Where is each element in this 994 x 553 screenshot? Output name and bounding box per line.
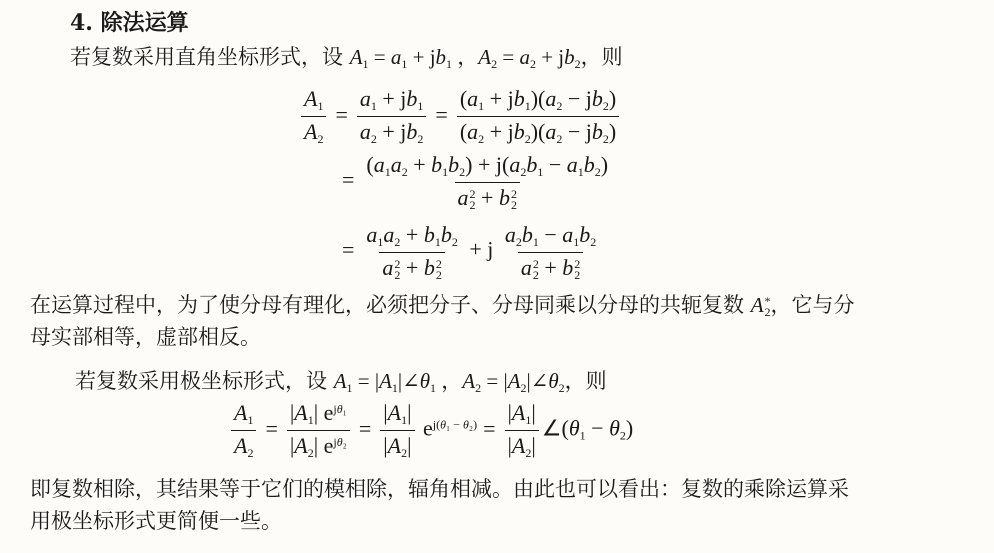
then-text-2: ，则 [564, 369, 607, 393]
conclusion-line-1: 即复数相除，其结果等于它们的模相除，辐角相减。由此也可以看出：复数的乘除运算采 [30, 477, 849, 501]
section-heading: 4. 除法运算 [70, 10, 189, 36]
polar-intro-line [75, 366, 607, 403]
rationalize-text-3: 母实部相等，虚部相反。 [30, 325, 261, 349]
rationalize-text-2: ，它与分 [770, 293, 855, 317]
rect-definitions: $A_1 = a_1 + jb_1$ ，$A_2 = a_2 + jb_2$ [349, 45, 581, 71]
then-text-1: ，则 [580, 45, 623, 69]
division-formula-rect-3: = $a_1a_2 + b_1b_2$ a 2 2 + b 2 2 + j $a_2b_1 - a_1b_2$ a 2 2 + b 2 2 [342, 222, 597, 282]
rect-intro-line [70, 42, 623, 79]
division-formula-polar: $\frac{A_1}{A_2}$ = $\frac{|A_1| e^{j\theta_1}}{|A_2| e^{j\theta_2}}$ = $\frac{|A_1|}{|A_2|}$ $e^{j(\theta_1 - \theta_2)}$ = $\frac{|A_1|}{|A_2|}$ $\angle(\theta_1 - \theta_2)$ [228, 400, 633, 461]
rationalize-line-1 [30, 290, 855, 320]
polar-definitions: $A_1$ = $|A_1|\angle\theta_1$ ，$A_2$ = $|A_2|\angle\theta_2$ [333, 369, 565, 395]
rationalize-text-1: 在运算过程中，为了使分母有理化，必须把分子、分母同乘以分母的共轭复数 [30, 293, 744, 317]
conclusion-line-2: 用极坐标形式更简便一些。 [30, 509, 282, 533]
division-formula-rect-2: = $(a_1a_2 + b_1b_2) + j(a_2b_1 - a_1b_2)$ a 2 2 + b 2 2 [342, 152, 609, 212]
polar-intro-text: 若复数采用极坐标形式，设 [75, 369, 327, 393]
conjugate-symbol: A * 2 [750, 293, 771, 320]
division-formula-rect-1: $\frac{A_1}{A_2}$ = $\frac{a_1 + jb_1}{a_2 + jb_2}$ = $\frac{(a_1 + jb_1)(a_2 - jb_2)}{(a_2 + jb_2)(a_2 - jb_2)}$ [298, 86, 622, 147]
rect-intro-text: 若复数采用直角坐标形式，设 [70, 45, 343, 69]
